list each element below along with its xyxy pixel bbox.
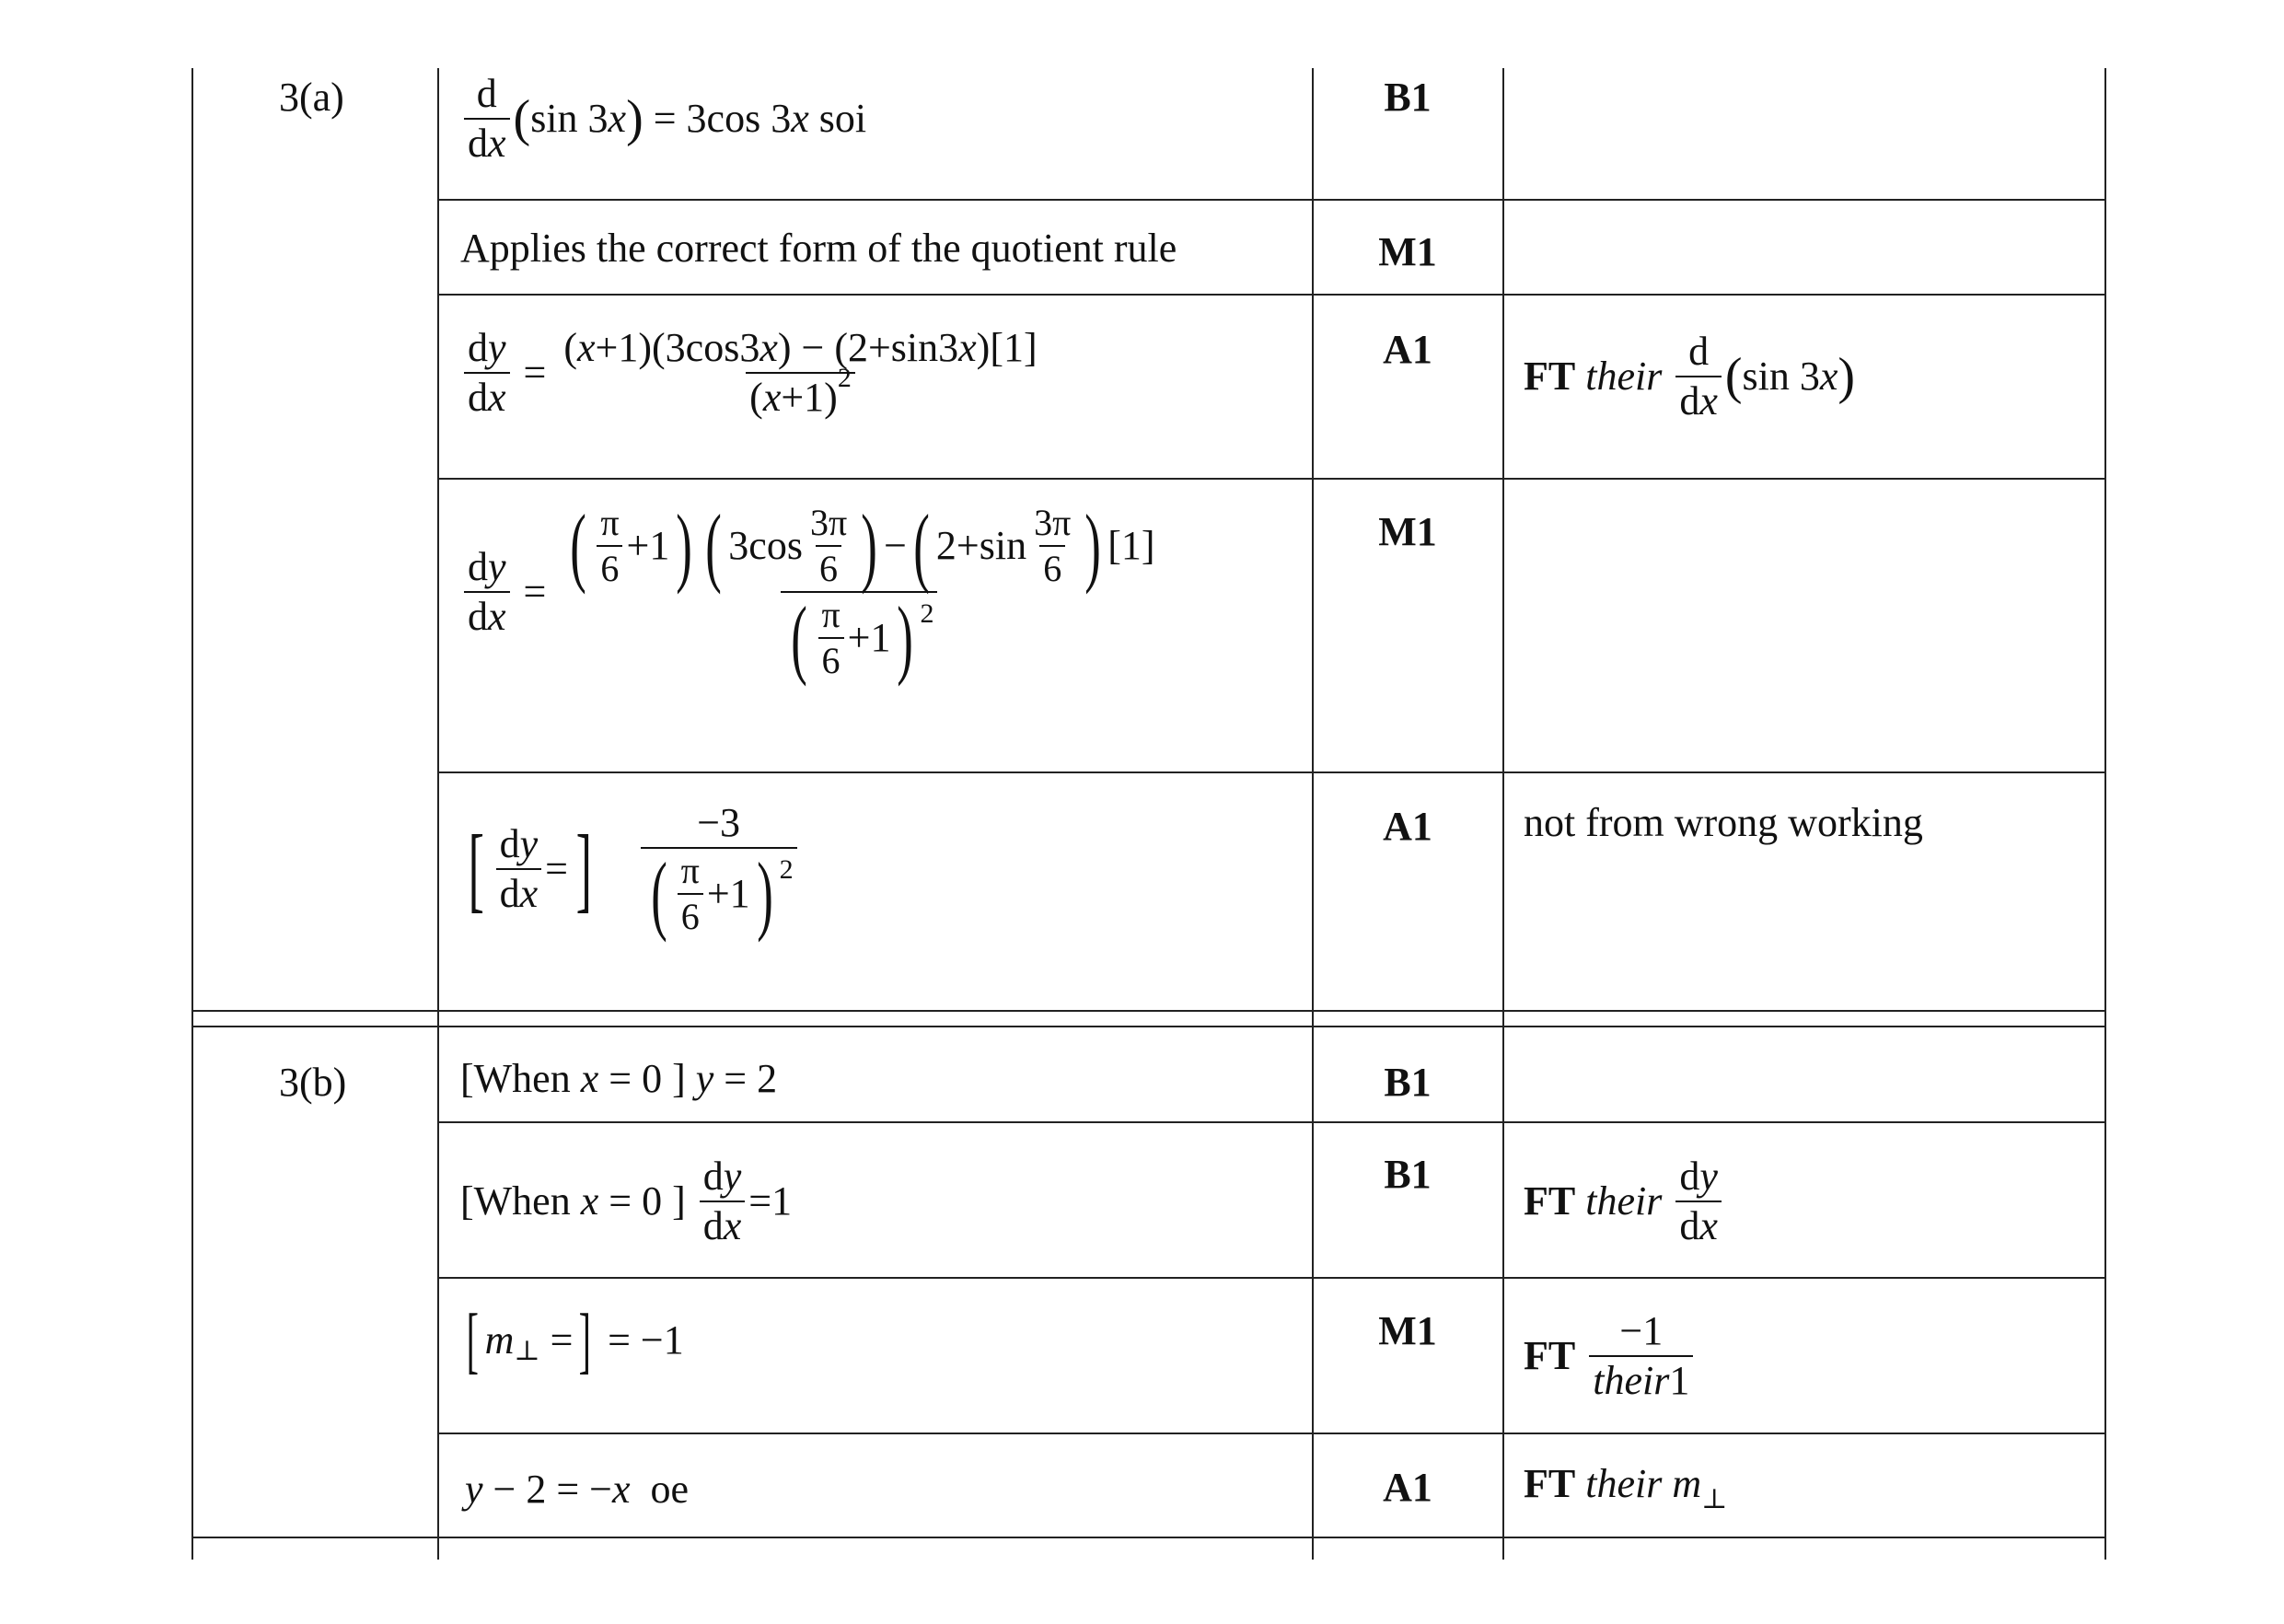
working-a5: [ $\frac{dy}{dx}$ = ] −3 ( $\frac{\pi}{6}$ +1 ) 2 [460, 803, 801, 935]
column-divider-guidance [1502, 68, 1504, 1560]
guidance-a5: not from wrong working [1524, 800, 1923, 845]
guidance-b4: FT their $m_\perp$ [1524, 1461, 1728, 1514]
working-a4: $\frac{dy}{dx}$ = ( $\frac{\pi}{6}$ +1 ) ( 3cos $\frac{3\pi}{6}$ ) − ( 2+sin $\frac{3\pi}{6}$ ) [1] ( $\frac{\pi}{6}$ +1 ) 2 [460, 505, 1163, 679]
row-divider [437, 199, 2104, 201]
guidance-a3: FT their $\frac{d}{dx}$ ( sin 3 x ) [1524, 329, 1856, 423]
guidance-b2: FT their $\frac{dy}{dx}$ [1524, 1156, 1725, 1247]
table-bottom-border [191, 1537, 2104, 1538]
mark-a3: A1 [1383, 327, 1432, 372]
working-b4: y − 2 = −x oe [465, 1467, 690, 1512]
row-divider [437, 1433, 2104, 1434]
mark-a2: M1 [1378, 229, 1437, 274]
row-divider [437, 771, 2104, 773]
working-b3: [ m ⊥ = ] = −1 [466, 1300, 684, 1381]
question-label-3a: 3(a) [279, 75, 344, 120]
part-divider-top [191, 1010, 2104, 1012]
working-a3: $\frac{dy}{dx}$ = $\frac{(x+1)(3\cos 3x) - (2+\sin 3x)[1]}{(x+1)^2}$ [460, 328, 1045, 418]
mark-a5: A1 [1383, 804, 1432, 849]
mark-a4: M1 [1378, 509, 1437, 554]
row-divider [437, 294, 2104, 296]
table-border-left [191, 68, 193, 1560]
mark-a1: B1 [1384, 75, 1432, 120]
question-label-3b: 3(b) [279, 1060, 347, 1105]
mark-b1: B1 [1384, 1060, 1432, 1105]
guidance-b3: FT $\frac{-1}{\text{their1}}$ [1524, 1311, 1697, 1401]
working-a1: $\frac{d}{dx}$ ( sin 3 x ) = 3cos 3 x soi [460, 74, 866, 164]
table-border-right [2104, 68, 2106, 1560]
row-divider [437, 1121, 2104, 1123]
working-b2: [When x = 0 ] $\frac{dy}{dx}$ =1 [460, 1154, 793, 1248]
mark-b3: M1 [1378, 1308, 1437, 1353]
mark-b4: A1 [1383, 1465, 1432, 1510]
working-a2: Applies the correct form of the quotient rule [460, 226, 1177, 271]
row-divider [437, 478, 2104, 480]
column-divider-working [437, 68, 439, 1560]
mark-b2: B1 [1384, 1152, 1432, 1197]
part-divider-bottom [191, 1026, 2104, 1027]
working-b1: [When x = 0 ] y = 2 [460, 1056, 778, 1101]
row-divider [437, 1277, 2104, 1279]
